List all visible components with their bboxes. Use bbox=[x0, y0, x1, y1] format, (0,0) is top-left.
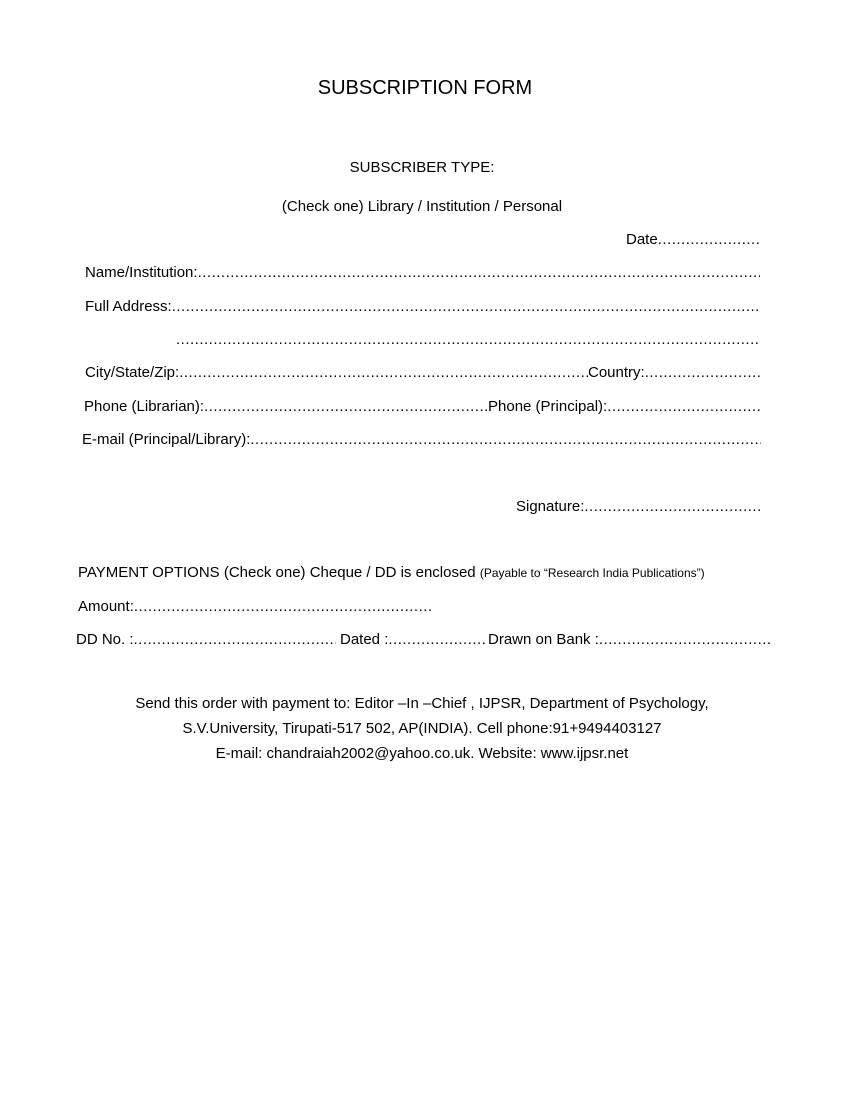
footer-send-to-line: Send this order with payment to: Editor –In –Chief , IJPSR, Department of Psychology, bbox=[135, 695, 709, 712]
signature-field[interactable] bbox=[516, 498, 760, 516]
address-line-2-dots bbox=[176, 331, 760, 349]
date-label: Date bbox=[626, 231, 658, 248]
dated-label: Dated : bbox=[340, 631, 389, 648]
country-label: Country: bbox=[588, 364, 645, 381]
phone-librarian-label: Phone (Librarian): bbox=[84, 398, 205, 415]
city-state-zip-label: City/State/Zip: bbox=[85, 364, 180, 381]
date-field[interactable] bbox=[626, 231, 760, 249]
amount-label: Amount: bbox=[78, 598, 134, 615]
dated-dots bbox=[388, 631, 486, 649]
address-line-2-field[interactable] bbox=[176, 331, 760, 349]
phone-principal-field[interactable] bbox=[488, 398, 760, 416]
email-label: E-mail (Principal/Library): bbox=[82, 431, 251, 448]
full-address-field[interactable] bbox=[85, 298, 760, 316]
dd-number-dots bbox=[134, 631, 336, 649]
payment-options-text: PAYMENT OPTIONS (Check one) Cheque / DD is enclosed bbox=[78, 564, 476, 581]
dd-number-label: DD No. : bbox=[76, 631, 134, 648]
footer-contact-line: E-mail: chandraiah2002@yahoo.co.uk. Website: www.ijpsr.net bbox=[215, 745, 629, 762]
drawn-on-bank-dots bbox=[599, 631, 770, 649]
city-state-zip-field[interactable] bbox=[85, 364, 588, 382]
name-institution-dots bbox=[198, 264, 760, 282]
signature-dots bbox=[584, 498, 760, 516]
city-state-zip-dots bbox=[179, 364, 588, 382]
full-address-dots bbox=[172, 298, 760, 316]
phone-principal-dots bbox=[607, 398, 760, 416]
email-dots bbox=[250, 431, 761, 449]
email-field[interactable] bbox=[82, 431, 761, 449]
phone-principal-label: Phone (Principal): bbox=[488, 398, 608, 415]
dated-field[interactable] bbox=[340, 631, 486, 649]
dd-number-field[interactable] bbox=[76, 631, 336, 649]
payment-options-line bbox=[78, 564, 705, 582]
country-dots bbox=[645, 364, 760, 382]
amount-dots bbox=[134, 598, 434, 616]
name-institution-field[interactable] bbox=[85, 264, 760, 282]
subscriber-type-label: SUBSCRIBER TYPE: bbox=[349, 159, 495, 176]
date-dots bbox=[658, 231, 760, 249]
name-institution-label: Name/Institution: bbox=[85, 264, 198, 281]
phone-librarian-field[interactable] bbox=[84, 398, 488, 416]
subscriber-type-options: (Check one) Library / Institution / Personal bbox=[281, 198, 563, 215]
amount-field[interactable] bbox=[78, 598, 434, 616]
phone-librarian-dots bbox=[204, 398, 488, 416]
country-field[interactable] bbox=[588, 364, 760, 382]
drawn-on-bank-field[interactable] bbox=[488, 631, 770, 649]
footer-address-line: S.V.University, Tirupati-517 502, AP(INDIA). Cell phone:91+9494403127 bbox=[182, 720, 662, 737]
form-title: SUBSCRIPTION FORM bbox=[317, 77, 533, 99]
full-address-label: Full Address: bbox=[85, 298, 172, 315]
payable-note: (Payable to “Research India Publications”) bbox=[479, 566, 705, 580]
signature-label: Signature: bbox=[516, 498, 585, 515]
drawn-on-bank-label: Drawn on Bank : bbox=[488, 631, 599, 648]
